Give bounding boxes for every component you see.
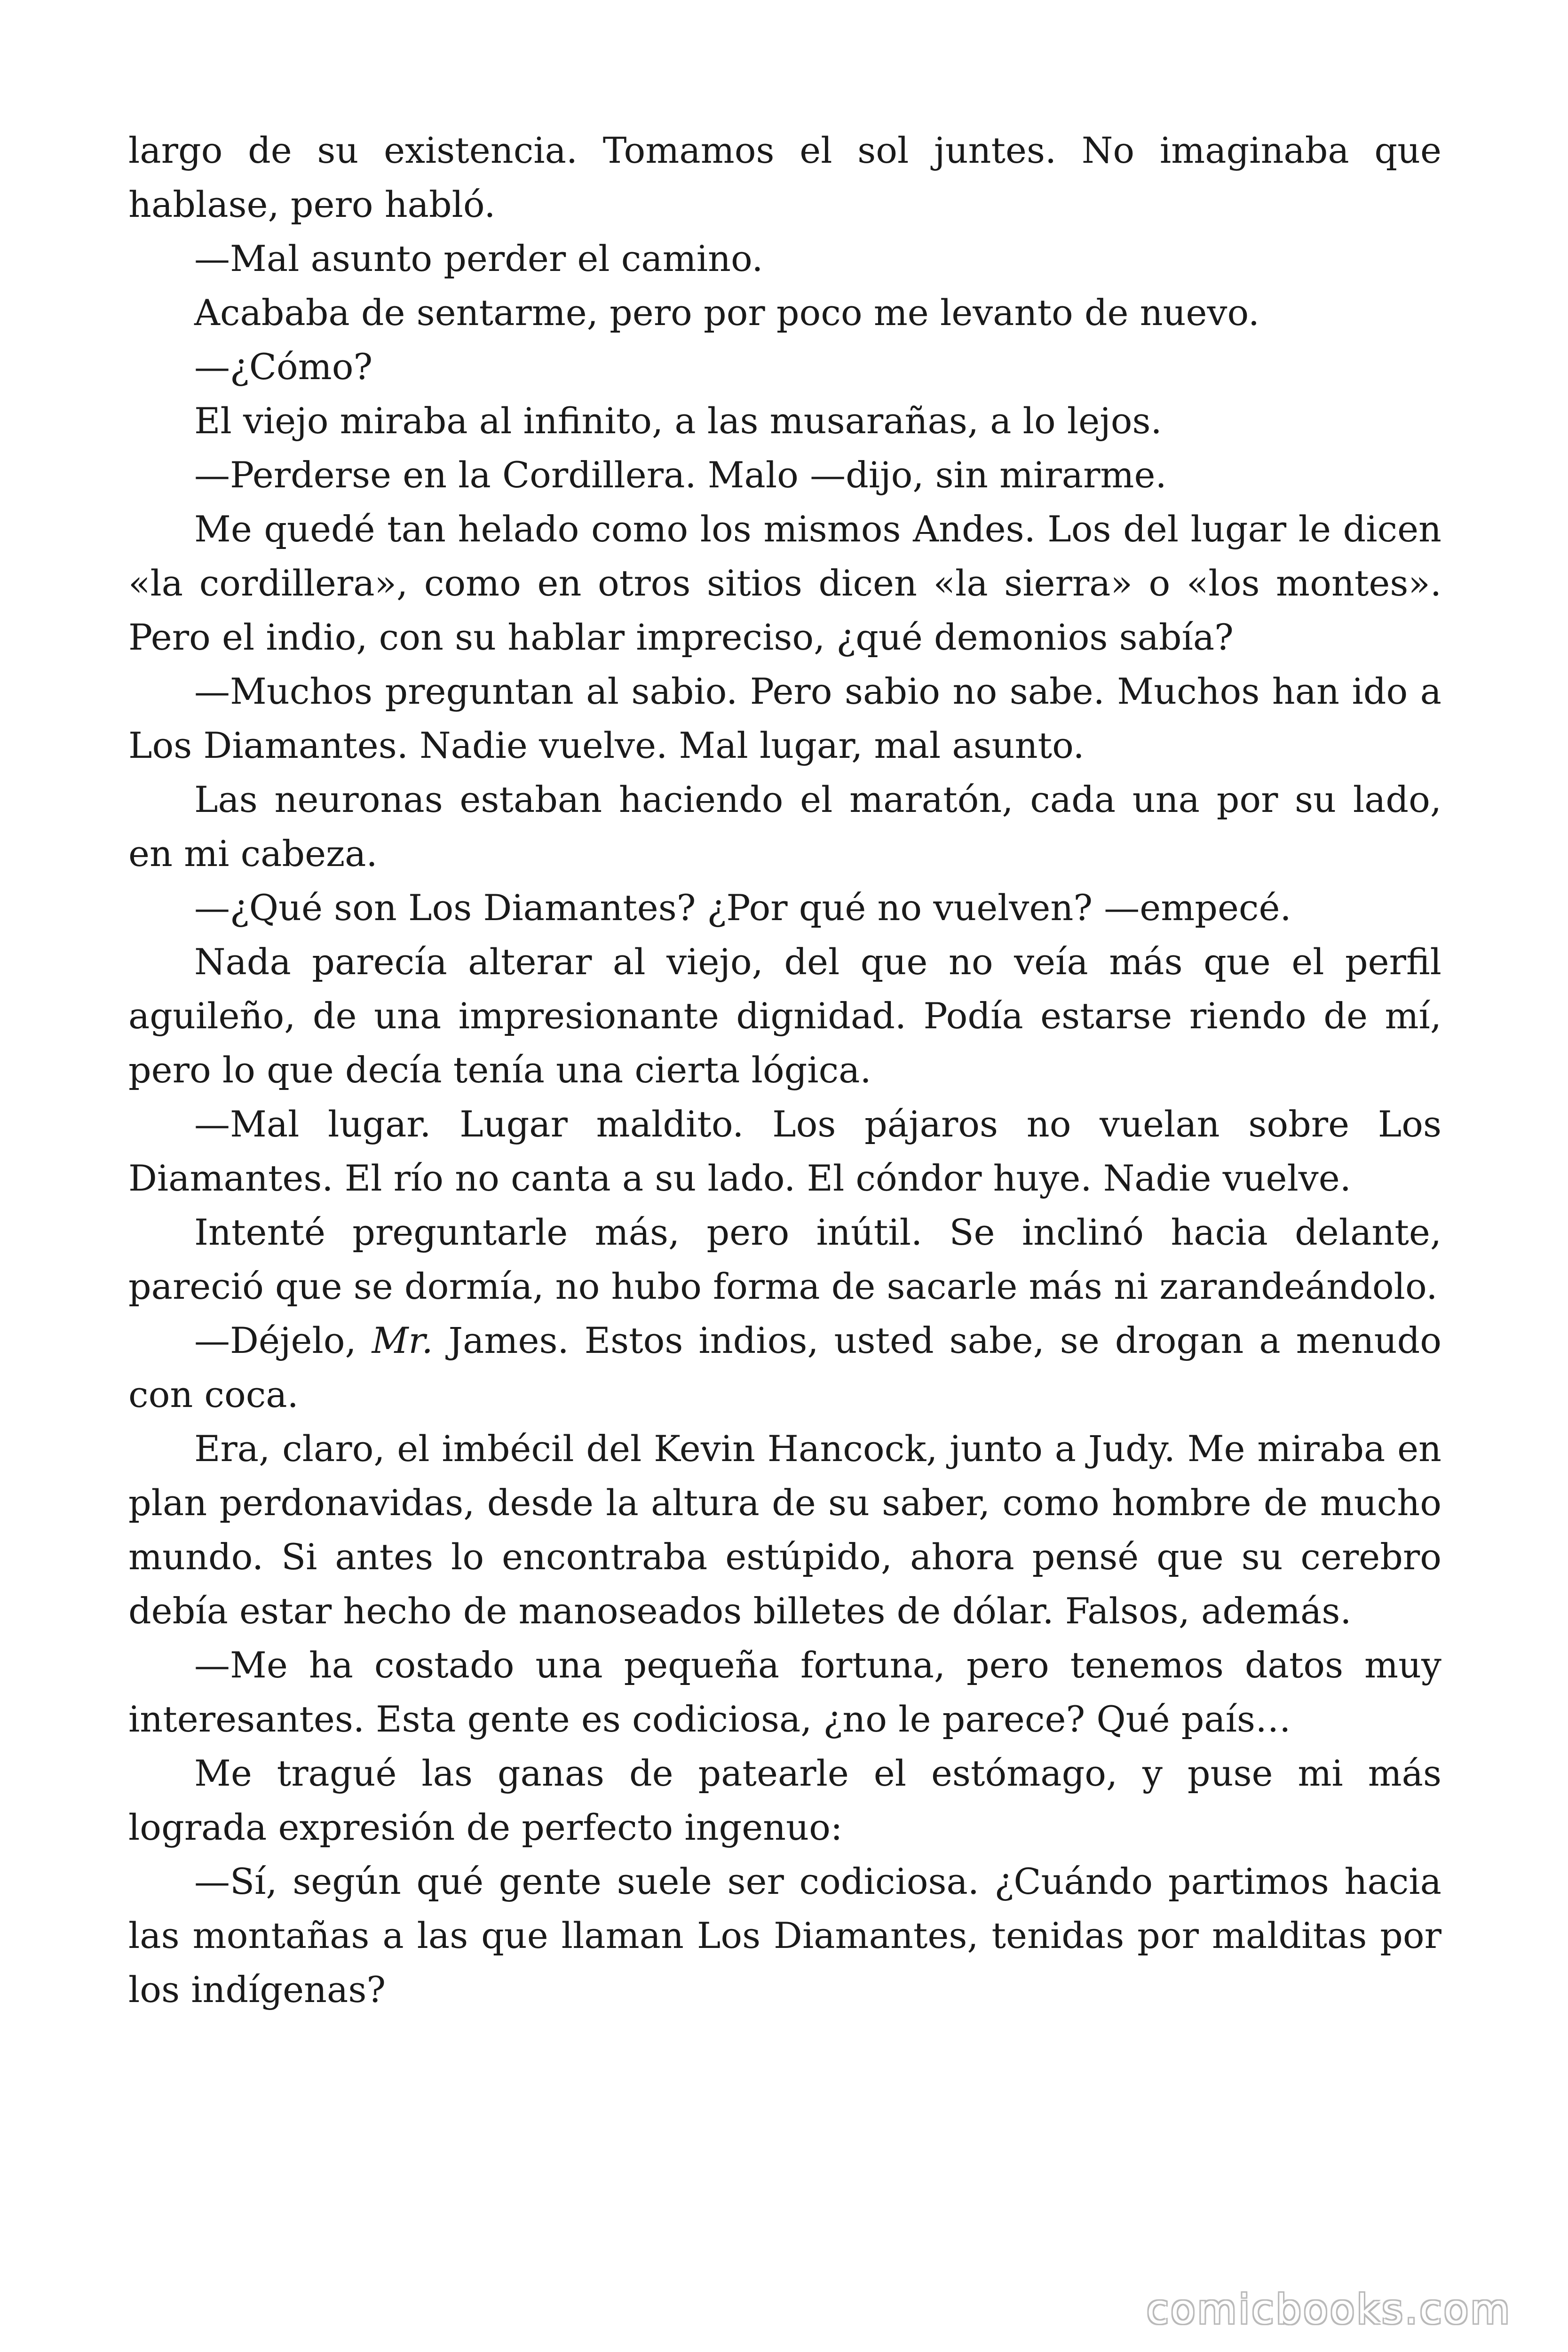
paragraph-8: —Muchos preguntan al sabio. Pero sabio no sabe. Muchos han ido a Los Diamantes. Nadie vuelve. Mal lugar, mal asunto. xyxy=(128,670,1441,766)
p14-after: James. Estos indios, usted sabe, se drogan a menudo con coca. xyxy=(128,1319,1441,1415)
paragraph-11: Nada parecía alterar al viejo, del que no veía más que el perfil aguileño, de una impresionante dignidad. Podía estarse riendo de mí, pero lo que decía tenía una cierta lógica. xyxy=(128,941,1441,1091)
paragraph-12: —Mal lugar. Lugar maldito. Los pájaros no vuelan sobre Los Diamantes. El río no canta a su lado. El cóndor huye. Nadie vuelve. xyxy=(128,1103,1441,1199)
paragraph-14 xyxy=(128,1313,1441,1422)
p14-italic: Mr. xyxy=(372,1319,433,1361)
paragraph-16: —Me ha costado una pequeña fortuna, pero tenemos datos muy interesantes. Esta gente es codiciosa, ¿no le parece? Qué país… xyxy=(128,1644,1441,1740)
body-text xyxy=(128,123,1441,2017)
p14-before: —Déjelo, xyxy=(194,1319,372,1361)
paragraph-2: —Mal asunto perder el camino. xyxy=(194,238,763,279)
paragraph-15: Era, claro, el imbécil del Kevin Hancock, junto a Judy. Me miraba en plan perdonavidas, desde la altura de su saber, como hombre de mucho mundo. Si antes lo encontraba estúpido, ahora pensé que su cerebro debía estar hecho de manoseados billetes de dólar. Falsos, además. xyxy=(128,1428,1441,1632)
paragraph-7: Me quedé tan helado como los mismos Andes. Los del lugar le dicen «la cordillera», como en otros sitios dicen «la sierra» o «los montes». Pero el indio, con su hablar impreciso, ¿qué demonios sabía? xyxy=(128,508,1441,658)
paragraph-10: —¿Qué son Los Diamantes? ¿Por qué no vuelven? —empecé. xyxy=(194,887,1291,929)
paragraph-18: —Sí, según qué gente suele ser codiciosa. ¿Cuándo partimos hacia las montañas a las que llaman Los Diamantes, tenidas por malditas por los indígenas? xyxy=(128,1860,1441,2010)
watermark: comicbooks.com xyxy=(1146,2286,1512,2333)
paragraph-3: Acababa de sentarme, pero por poco me levanto de nuevo. xyxy=(194,292,1260,334)
paragraph-5: El viejo miraba al infinito, a las musarañas, a lo lejos. xyxy=(194,400,1162,442)
paragraph-13: Intenté preguntarle más, pero inútil. Se inclinó hacia delante, pareció que se dormía, no hubo forma de sacarle más ni zarandeándolo. xyxy=(128,1211,1441,1307)
paragraph-9: Las neuronas estaban haciendo el maratón, cada una por su lado, en mi cabeza. xyxy=(128,779,1441,874)
paragraph-1: largo de su existencia. Tomamos el sol juntes. No imaginaba que hablase, pero habló. xyxy=(128,129,1441,225)
paragraph-17: Me tragué las ganas de patearle el estómago, y puse mi más lograda expresión de perfecto ingenuo: xyxy=(128,1752,1441,1848)
paragraph-4: —¿Cómo? xyxy=(194,346,373,388)
paragraph-6: —Perderse en la Cordillera. Malo —dijo, sin mirarme. xyxy=(194,454,1167,496)
